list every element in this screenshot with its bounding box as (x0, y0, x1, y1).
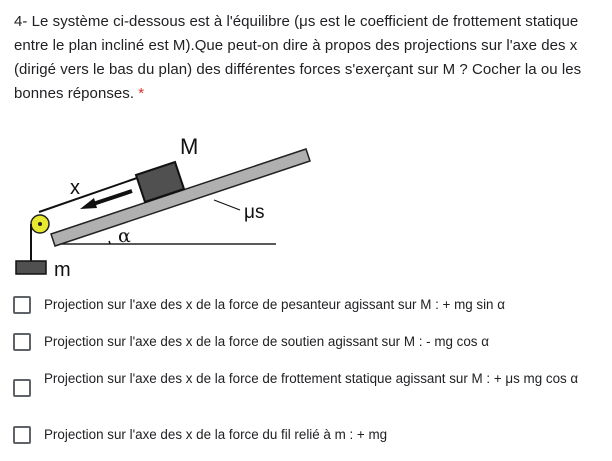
option-4[interactable] (13, 422, 603, 448)
option-1[interactable] (13, 292, 603, 318)
checkbox-option-1[interactable] (13, 296, 31, 314)
option-3-label: Projection sur l'axe des x de la force de frottement statique agissant sur M : + μs mg cos α (44, 371, 579, 386)
checkbox-option-3[interactable] (13, 379, 31, 397)
x-axis-arrow-head (80, 198, 97, 209)
angle-arc (109, 241, 110, 244)
inclined-plane (51, 149, 310, 246)
option-2-label: Projection sur l'axe des x de la force de soutien agissant sur M : - mg cos α (44, 334, 489, 349)
question-text: 4- Le système ci-dessous est à l'équilibre (μs est le coefficient de frottement statique entre le plan incliné est M).Que peut-on dire à propos des projections sur l'axe des x (dirigé vers le bas du plan) des différentes forces s'exerçant sur M ? Cocher la ou les bonnes réponses. (14, 13, 582, 102)
label-angle-alpha: α (118, 225, 131, 247)
pulley-axle (38, 222, 42, 226)
checkbox-option-4[interactable] (13, 426, 31, 444)
label-hanging-m: m (54, 259, 71, 281)
option-2[interactable] (13, 329, 603, 355)
friction-pointer (214, 200, 240, 210)
option-1-label: Projection sur l'axe des x de la force de pesanteur agissant sur M : + mg sin α (44, 297, 505, 312)
option-4-label: Projection sur l'axe des x de la force du fil relié à m : + mg (44, 427, 388, 442)
required-asterisk: * (138, 85, 145, 102)
label-x-axis: x (70, 177, 80, 199)
inclined-plane-diagram (14, 128, 314, 288)
physics-diagram (14, 128, 314, 288)
option-3[interactable] (13, 366, 603, 410)
label-friction-coefficient: μs (244, 202, 265, 223)
question-title (14, 10, 604, 106)
checkbox-option-2[interactable] (13, 333, 31, 351)
hanging-mass-m (16, 261, 46, 274)
label-block-m: M (180, 134, 199, 159)
